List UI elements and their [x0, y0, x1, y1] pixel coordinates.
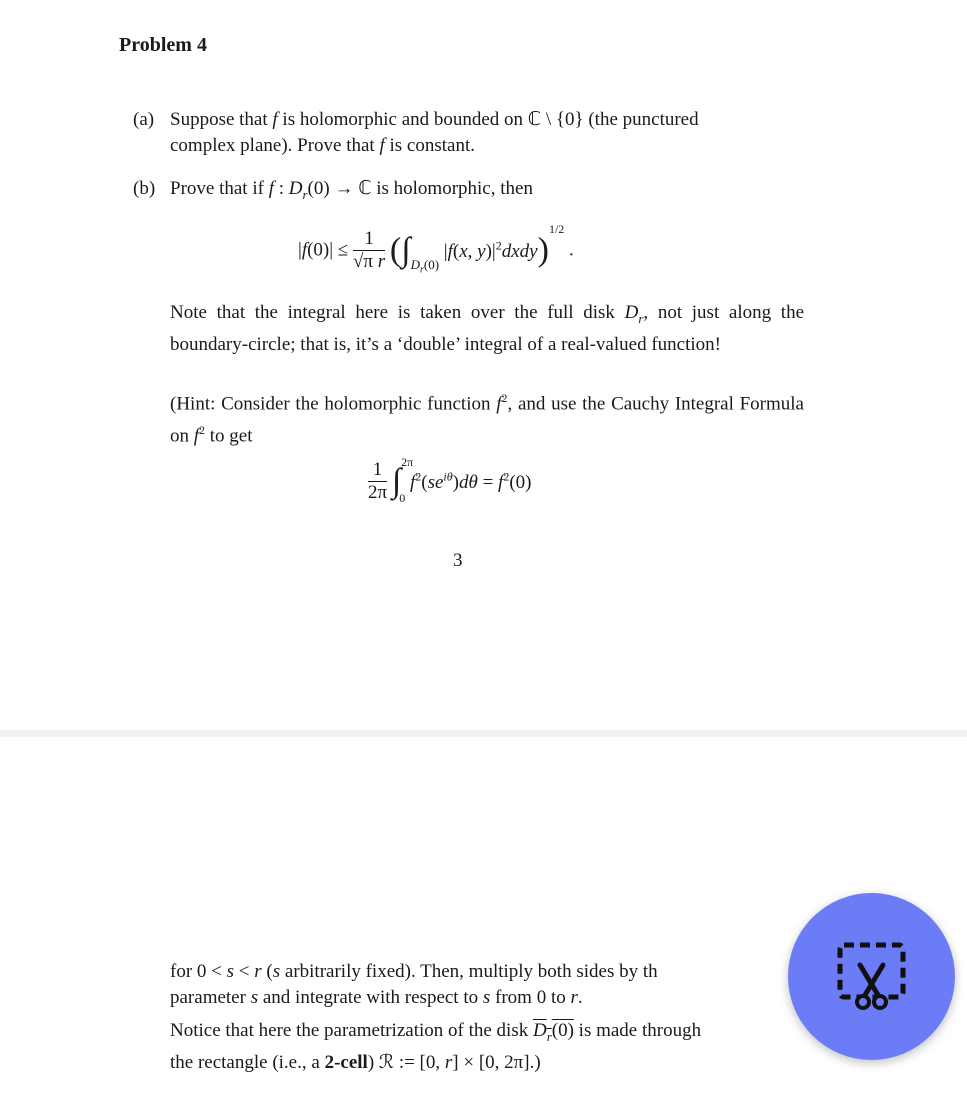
item-a-line1: Suppose that f is holomorphic and bounded on ℂ \ {0} (the punctured	[170, 109, 699, 130]
continuation-paragraph-1	[170, 959, 810, 1011]
item-a-text	[170, 107, 810, 159]
continuation-line-3: Notice that here the parametrization of the disk $D_r(0)$ is made through	[170, 1020, 702, 1044]
hint-paragraph: (Hint: Consider the holomorphic function $f^2$, and use the Cauchy Integral Formula on $f^2$ to get	[170, 391, 804, 447]
continuation-line-2: parameter s and integrate with respect to s from 0 to r.	[170, 987, 583, 1008]
page-separator	[0, 730, 967, 737]
formula-inequality: |f(0)| ≤ $\frac{1}{\text{√π r}}$ ($\int_{D_r(0)}$ |f(x, $y)|^2dxdy)^{1/2}$ .	[298, 222, 574, 276]
item-a-label: (a)	[133, 109, 155, 130]
scissors-crop-icon	[834, 939, 909, 1014]
screenshot-crop-button[interactable]	[788, 893, 955, 1060]
note-paragraph: Note that the integral here is taken over the full disk $D_r$, not just along the boundary-circle; that is, it’s a ‘double’ integral of a real-valued function!	[170, 302, 804, 355]
continuation-line-1: for 0 < s < r (s arbitrarily fixed). Then, multiply both sides by th	[170, 961, 658, 982]
item-b-label: (b)	[133, 178, 156, 199]
formula-cauchy: $\frac{1}{2\pi}$ ∫$^{2\pi}_0$ $f^2(se^{i\theta})d\theta = f^2(0)$	[368, 455, 532, 505]
problem-title: Problem 4	[119, 34, 207, 56]
continuation-paragraph-2	[170, 1018, 810, 1076]
continuation-line-4: the rectangle (i.e., a 2-cell) ℛ := [0, r] × [0, 2π].)	[170, 1051, 541, 1073]
page-number: 3	[453, 550, 463, 571]
item-a-line2: complex plane). Prove that f is constant.	[170, 135, 475, 156]
item-b-line1: Prove that if f : $D_r(0)$ → ℂ is holomorphic, then	[170, 178, 533, 202]
